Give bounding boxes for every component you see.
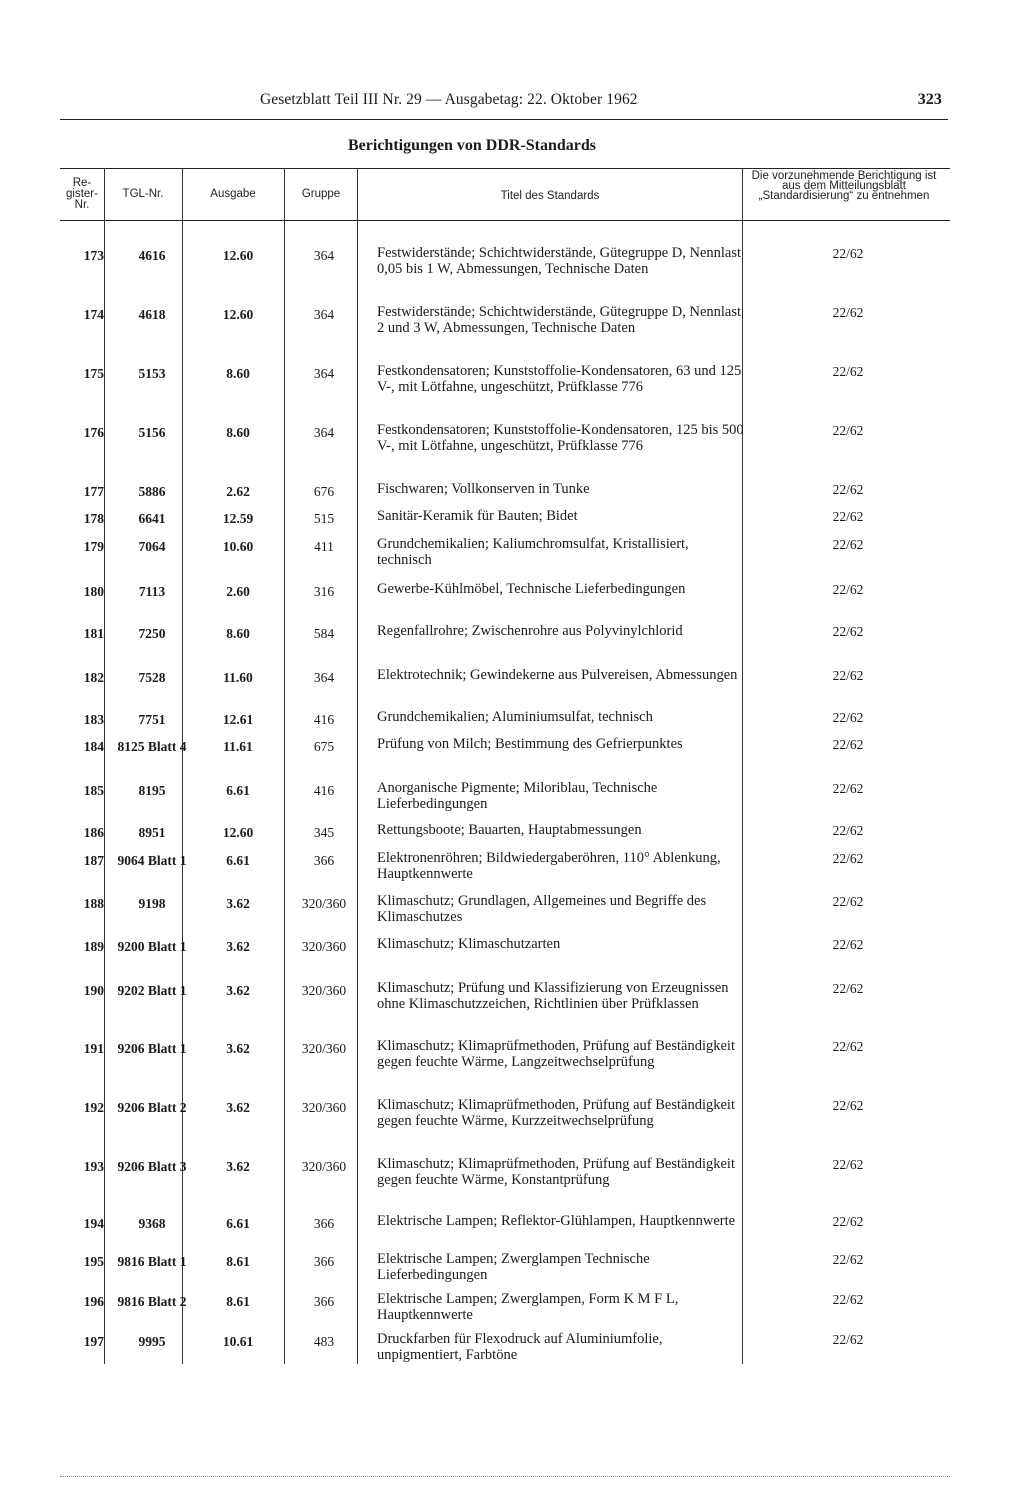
cell-tgl-nr: 7528	[138, 670, 166, 685]
col-header-tgl: TGL-Nr.	[122, 188, 164, 200]
cell-ausgabe: 3.62	[226, 1041, 250, 1056]
cell-titel: Klimaschutz; Klimaprüfmethoden, Prüfung auf Beständigkeit gegen feuchte Wärme, Konstantprüfung	[377, 1156, 735, 1188]
cell-register-nr: 189	[83, 939, 104, 954]
cell-register-nr: 197	[83, 1334, 104, 1349]
cell-gruppe: 364	[313, 307, 335, 322]
cell-register-nr: 191	[83, 1041, 104, 1056]
cell-tgl-nr: 4618	[138, 307, 166, 322]
cell-titel: Festwiderstände; Schichtwiderstände, Gütegruppe D, Nennlast 0,05 bis 1 W, Abmessungen, Technische Daten	[377, 245, 742, 277]
cell-titel: Druckfarben für Flexodruck auf Aluminiumfolie, unpigmentiert, Farbtöne	[377, 1331, 663, 1363]
cell-titel: Festwiderstände; Schichtwiderstände, Gütegruppe D, Nennlast 2 und 3 W, Abmessungen, Technische Daten	[377, 304, 742, 336]
cell-register-nr: 173	[83, 248, 104, 263]
cell-tgl-nr: 5886	[138, 484, 166, 499]
cell-titel: Festkondensatoren; Kunststoffolie-Kondensatoren, 63 und 125 V-, mit Lötfahne, ungeschützt, Prüfklasse 776	[377, 363, 742, 395]
cell-ausgabe: 8.60	[226, 425, 250, 440]
column-divider	[104, 168, 105, 1364]
cell-ausgabe: 12.60	[222, 248, 254, 263]
cell-gruppe: 320/360	[301, 939, 347, 954]
cell-tgl-nr: 7113	[138, 584, 166, 599]
table-header-rule	[60, 220, 950, 221]
cell-berichtigung: 22/62	[832, 582, 864, 597]
cell-tgl-nr: 9064 Blatt 1	[117, 853, 187, 868]
cell-berichtigung: 22/62	[832, 423, 864, 438]
cell-gruppe: 675	[313, 739, 335, 754]
cell-register-nr: 182	[83, 670, 104, 685]
cell-berichtigung: 22/62	[832, 537, 864, 552]
cell-ausgabe: 12.60	[222, 307, 254, 322]
cell-register-nr: 174	[83, 307, 104, 322]
cell-register-nr: 196	[83, 1294, 104, 1309]
cell-register-nr: 188	[83, 896, 104, 911]
cell-ausgabe: 12.61	[222, 712, 254, 727]
cell-gruppe: 364	[313, 366, 335, 381]
cell-berichtigung: 22/62	[832, 981, 864, 996]
cell-tgl-nr: 7064	[138, 539, 166, 554]
cell-titel: Regenfallrohre; Zwischenrohre aus Polyvinylchlorid	[377, 623, 683, 639]
cell-register-nr: 184	[83, 739, 104, 754]
cell-ausgabe: 2.60	[226, 584, 250, 599]
cell-tgl-nr: 6641	[138, 511, 166, 526]
cell-register-nr: 176	[83, 425, 104, 440]
cell-register-nr: 190	[83, 983, 104, 998]
cell-ausgabe: 6.61	[226, 783, 250, 798]
cell-berichtigung: 22/62	[832, 1157, 864, 1172]
cell-register-nr: 192	[83, 1100, 104, 1115]
cell-titel: Klimaschutz; Klimaprüfmethoden, Prüfung auf Beständigkeit gegen feuchte Wärme, Langzeitwechselprüfung	[377, 1038, 735, 1070]
cell-register-nr: 180	[83, 584, 104, 599]
cell-tgl-nr: 8195	[138, 783, 166, 798]
cell-gruppe: 366	[313, 1294, 335, 1309]
cell-berichtigung: 22/62	[832, 1252, 864, 1267]
cell-tgl-nr: 8951	[138, 825, 166, 840]
cell-ausgabe: 8.60	[226, 626, 250, 641]
cell-gruppe: 364	[313, 670, 335, 685]
col-header-gruppe: Gruppe	[301, 188, 341, 200]
cell-titel: Grundchemikalien; Kaliumchromsulfat, Kristallisiert, technisch	[377, 536, 689, 568]
cell-tgl-nr: 9198	[138, 896, 166, 911]
cell-ausgabe: 12.60	[222, 825, 254, 840]
cell-berichtigung: 22/62	[832, 781, 864, 796]
cell-berichtigung: 22/62	[832, 668, 864, 683]
cell-register-nr: 195	[83, 1254, 104, 1269]
cell-titel: Elektrische Lampen; Reflektor-Glühlampen, Hauptkennwerte	[377, 1213, 736, 1229]
cell-tgl-nr: 4616	[138, 248, 166, 263]
cell-titel: Elektrische Lampen; Zwerglampen, Form K M F L, Hauptkennwerte	[377, 1291, 679, 1323]
cell-berichtigung: 22/62	[832, 1214, 864, 1229]
cell-berichtigung: 22/62	[832, 246, 864, 261]
cell-titel: Grundchemikalien; Aluminiumsulfat, technisch	[377, 709, 653, 725]
cell-berichtigung: 22/62	[832, 710, 864, 725]
cell-tgl-nr: 9995	[138, 1334, 166, 1349]
col-header-berichtigung: Die vorzunehmende Berichtigung ist aus dem Mitteilungsblatt „Standardisierung“ zu entnehmen	[751, 170, 937, 203]
cell-ausgabe: 2.62	[226, 484, 250, 499]
cell-gruppe: 483	[313, 1334, 335, 1349]
cell-berichtigung: 22/62	[832, 1039, 864, 1054]
cell-gruppe: 364	[313, 248, 335, 263]
cell-gruppe: 416	[313, 783, 335, 798]
column-divider	[182, 168, 183, 1364]
cell-berichtigung: 22/62	[832, 737, 864, 752]
cell-titel: Sanitär-Keramik für Bauten; Bidet	[377, 508, 578, 524]
cell-register-nr: 193	[83, 1159, 104, 1174]
cell-register-nr: 185	[83, 783, 104, 798]
table-top-rule	[60, 168, 950, 169]
cell-titel: Rettungsboote; Bauarten, Hauptabmessungen	[377, 822, 642, 838]
cell-titel: Prüfung von Milch; Bestimmung des Gefrierpunktes	[377, 736, 683, 752]
cell-gruppe: 320/360	[301, 983, 347, 998]
cell-berichtigung: 22/62	[832, 894, 864, 909]
cell-titel: Klimaschutz; Klimaschutzarten	[377, 936, 561, 952]
cell-ausgabe: 10.61	[222, 1334, 254, 1349]
cell-ausgabe: 3.62	[226, 896, 250, 911]
column-divider	[357, 168, 358, 1364]
cell-titel: Elektrische Lampen; Zwerglampen Technische Lieferbedingungen	[377, 1251, 650, 1283]
cell-gruppe: 320/360	[301, 1159, 347, 1174]
cell-titel: Fischwaren; Vollkonserven in Tunke	[377, 481, 590, 497]
cell-berichtigung: 22/62	[832, 1098, 864, 1113]
cell-titel: Elektrotechnik; Gewindekerne aus Pulvereisen, Abmessungen	[377, 667, 738, 683]
cell-titel: Klimaschutz; Klimaprüfmethoden, Prüfung auf Beständigkeit gegen feuchte Wärme, Kurzzeitwechselprüfung	[377, 1097, 735, 1129]
cell-ausgabe: 8.60	[226, 366, 250, 381]
cell-ausgabe: 6.61	[226, 1216, 250, 1231]
cell-tgl-nr: 5153	[138, 366, 166, 381]
cell-gruppe: 320/360	[301, 1100, 347, 1115]
cell-gruppe: 366	[313, 853, 335, 868]
cell-register-nr: 187	[83, 853, 104, 868]
cell-gruppe: 416	[313, 712, 335, 727]
cell-tgl-nr: 5156	[138, 425, 166, 440]
page-number: 323	[917, 91, 942, 108]
cell-gruppe: 366	[313, 1254, 335, 1269]
cell-register-nr: 194	[83, 1216, 104, 1231]
col-header-nr: Re- gister- Nr.	[66, 177, 98, 211]
cell-ausgabe: 3.62	[226, 1159, 250, 1174]
cell-tgl-nr: 9202 Blatt 1	[117, 983, 187, 998]
cell-ausgabe: 11.60	[223, 670, 253, 685]
cell-tgl-nr: 7751	[138, 712, 166, 727]
cell-berichtigung: 22/62	[832, 823, 864, 838]
cell-ausgabe: 3.62	[226, 983, 250, 998]
cell-ausgabe: 10.60	[222, 539, 254, 554]
cell-gruppe: 515	[313, 511, 335, 526]
cell-ausgabe: 12.59	[222, 511, 254, 526]
cell-titel: Klimaschutz; Grundlagen, Allgemeines und Begriffe des Klimaschutzes	[377, 893, 707, 925]
cell-berichtigung: 22/62	[832, 364, 864, 379]
cell-berichtigung: 22/62	[832, 1292, 864, 1307]
running-title: Gesetzblatt Teil III Nr. 29 — Ausgabetag: 22. Oktober 1962	[260, 91, 638, 108]
cell-register-nr: 179	[83, 539, 104, 554]
cell-berichtigung: 22/62	[832, 1332, 864, 1347]
cell-register-nr: 177	[83, 484, 104, 499]
cell-ausgabe: 8.61	[226, 1294, 250, 1309]
cell-titel: Festkondensatoren; Kunststoffolie-Kondensatoren, 125 bis 500 V-, mit Lötfahne, ungeschützt, Prüfklasse 776	[377, 422, 744, 454]
cell-register-nr: 175	[83, 366, 104, 381]
cell-titel: Gewerbe-Kühlmöbel, Technische Lieferbedingungen	[377, 581, 686, 597]
col-header-ausgabe: Ausgabe	[210, 188, 256, 200]
cell-gruppe: 320/360	[301, 1041, 347, 1056]
col-header-titel: Titel des Standards	[500, 190, 600, 202]
cell-tgl-nr: 9816 Blatt 2	[117, 1294, 187, 1309]
cell-tgl-nr: 7250	[138, 626, 166, 641]
cell-gruppe: 366	[313, 1216, 335, 1231]
cell-gruppe: 364	[313, 425, 335, 440]
cell-titel: Elektronenröhren; Bildwiedergaberöhren, 110° Ablenkung, Hauptkennwerte	[377, 850, 721, 882]
cell-berichtigung: 22/62	[832, 851, 864, 866]
cell-tgl-nr: 8125 Blatt 4	[117, 739, 187, 754]
cell-tgl-nr: 9206 Blatt 2	[117, 1100, 187, 1115]
cell-berichtigung: 22/62	[832, 305, 864, 320]
footer-rule	[60, 1476, 950, 1477]
cell-register-nr: 186	[83, 825, 104, 840]
cell-register-nr: 183	[83, 712, 104, 727]
cell-berichtigung: 22/62	[832, 624, 864, 639]
cell-titel: Klimaschutz; Prüfung und Klassifizierung von Erzeugnissen ohne Klimaschutzzeichen, Richtlinien über Prüfklassen	[377, 980, 729, 1012]
cell-gruppe: 584	[313, 626, 335, 641]
cell-titel: Anorganische Pigmente; Miloriblau, Technische Lieferbedingungen	[377, 780, 658, 812]
cell-tgl-nr: 9206 Blatt 3	[117, 1159, 187, 1174]
cell-gruppe: 316	[313, 584, 335, 599]
cell-berichtigung: 22/62	[832, 482, 864, 497]
cell-gruppe: 411	[314, 539, 334, 554]
cell-ausgabe: 6.61	[226, 853, 250, 868]
cell-gruppe: 345	[313, 825, 335, 840]
cell-tgl-nr: 9368	[138, 1216, 166, 1231]
cell-berichtigung: 22/62	[832, 937, 864, 952]
column-divider	[284, 168, 285, 1364]
cell-tgl-nr: 9206 Blatt 1	[117, 1041, 187, 1056]
cell-berichtigung: 22/62	[832, 509, 864, 524]
cell-tgl-nr: 9200 Blatt 1	[117, 939, 187, 954]
section-title: Berichtigungen von DDR-Standards	[348, 137, 597, 154]
cell-register-nr: 178	[83, 511, 104, 526]
cell-gruppe: 320/360	[301, 896, 347, 911]
cell-register-nr: 181	[83, 626, 104, 641]
cell-ausgabe: 11.61	[223, 739, 253, 754]
cell-gruppe: 676	[313, 484, 335, 499]
cell-ausgabe: 3.62	[226, 1100, 250, 1115]
header-rule	[60, 119, 948, 120]
cell-ausgabe: 8.61	[226, 1254, 250, 1269]
cell-tgl-nr: 9816 Blatt 1	[117, 1254, 187, 1269]
cell-ausgabe: 3.62	[226, 939, 250, 954]
